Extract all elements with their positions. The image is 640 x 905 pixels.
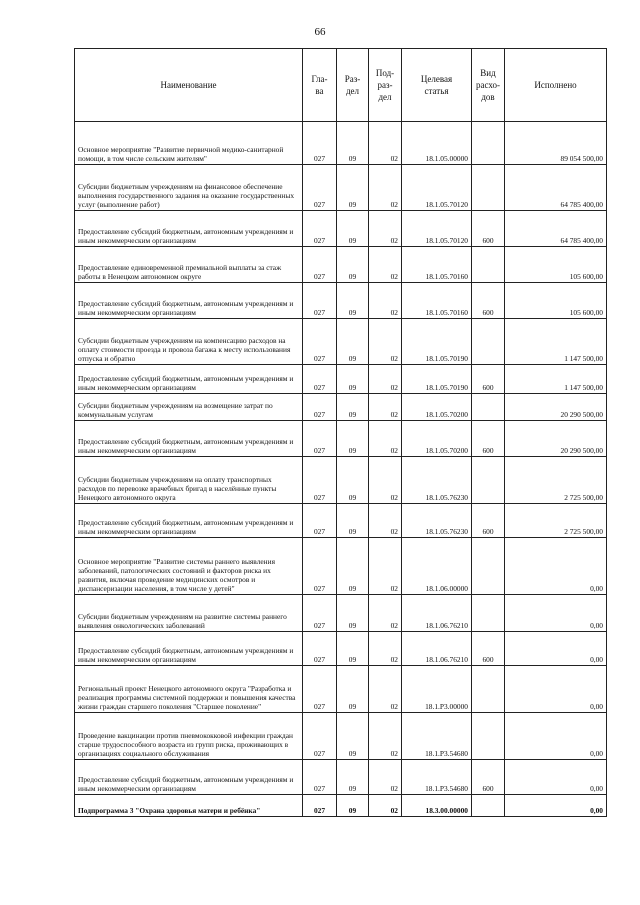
row-executed: 0,00 bbox=[505, 666, 607, 713]
table-row bbox=[75, 760, 607, 795]
row-target: 18.1.05.70120 bbox=[402, 165, 472, 211]
row-name: Предоставление субсидий бюджетным, автономным учреждениям и иным некоммерческим организациям bbox=[75, 211, 303, 247]
row-section: 09 bbox=[337, 421, 369, 457]
table-row bbox=[75, 421, 607, 457]
row-executed: 105 600,00 bbox=[505, 283, 607, 319]
row-name: Предоставление субсидий бюджетным, автономным учреждениям и иным некоммерческим организациям bbox=[75, 421, 303, 457]
row-expense-type: 600 bbox=[472, 283, 505, 319]
row-section: 09 bbox=[337, 394, 369, 421]
row-name: Предоставление субсидий бюджетным, автономным учреждениям и иным некоммерческим организациям bbox=[75, 632, 303, 666]
header-expense-type: Вид расхо- дов bbox=[472, 49, 505, 122]
row-name: Субсидии бюджетным учреждениям на развитие системы раннего выявления онкологических заболеваний bbox=[75, 595, 303, 632]
row-chapter: 027 bbox=[303, 211, 337, 247]
table-row bbox=[75, 666, 607, 713]
table-row bbox=[75, 795, 607, 817]
row-executed: 0,00 bbox=[505, 632, 607, 666]
row-subsection: 02 bbox=[369, 795, 402, 817]
row-executed: 1 147 500,00 bbox=[505, 319, 607, 365]
row-expense-type bbox=[472, 713, 505, 760]
row-subsection: 02 bbox=[369, 504, 402, 538]
table-row bbox=[75, 365, 607, 394]
row-chapter: 027 bbox=[303, 538, 337, 595]
row-expense-type bbox=[472, 247, 505, 283]
header-executed: Исполнено bbox=[505, 49, 607, 122]
header-name: Наименование bbox=[75, 49, 303, 122]
row-name: Субсидии бюджетным учреждениям на компенсацию расходов на оплату стоимости проезда и провоза багажа к месту использования отпуска и обратно bbox=[75, 319, 303, 365]
row-name: Предоставление субсидий бюджетным, автономным учреждениям и иным некоммерческим организациям bbox=[75, 365, 303, 394]
row-executed: 2 725 500,00 bbox=[505, 504, 607, 538]
row-chapter: 027 bbox=[303, 795, 337, 817]
row-name: Субсидии бюджетным учреждениям на финансовое обеспечение выполнения государственного задания на оказание государственных услуг (выполнение работ) bbox=[75, 165, 303, 211]
row-section: 09 bbox=[337, 319, 369, 365]
header-section: Раз- дел bbox=[337, 49, 369, 122]
row-target: 18.1.05.70120 bbox=[402, 211, 472, 247]
row-chapter: 027 bbox=[303, 319, 337, 365]
row-expense-type: 600 bbox=[472, 421, 505, 457]
table-row bbox=[75, 165, 607, 211]
row-subsection: 02 bbox=[369, 538, 402, 595]
row-subsection: 02 bbox=[369, 247, 402, 283]
row-chapter: 027 bbox=[303, 365, 337, 394]
row-name: Субсидии бюджетным учреждениям на оплату транспортных расходов по перевозке врачебных бригад в населённые пункты Ненецкого автономного округа bbox=[75, 457, 303, 504]
row-target: 18.1.P3.54680 bbox=[402, 760, 472, 795]
table-body bbox=[75, 122, 607, 817]
row-subsection: 02 bbox=[369, 457, 402, 504]
row-section: 09 bbox=[337, 122, 369, 165]
row-chapter: 027 bbox=[303, 247, 337, 283]
row-chapter: 027 bbox=[303, 713, 337, 760]
row-executed: 0,00 bbox=[505, 795, 607, 817]
row-expense-type bbox=[472, 538, 505, 595]
row-executed: 0,00 bbox=[505, 538, 607, 595]
row-target: 18.1.05.70160 bbox=[402, 283, 472, 319]
row-subsection: 02 bbox=[369, 365, 402, 394]
row-subsection: 02 bbox=[369, 421, 402, 457]
row-section: 09 bbox=[337, 283, 369, 319]
table-row bbox=[75, 632, 607, 666]
row-name: Субсидии бюджетным учреждениям на возмещение затрат по коммунальным услугам bbox=[75, 394, 303, 421]
row-target: 18.1.05.76230 bbox=[402, 457, 472, 504]
row-target: 18.3.00.00000 bbox=[402, 795, 472, 817]
row-target: 18.1.05.70190 bbox=[402, 365, 472, 394]
row-executed: 2 725 500,00 bbox=[505, 457, 607, 504]
row-chapter: 027 bbox=[303, 394, 337, 421]
table-row bbox=[75, 319, 607, 365]
table-header-row bbox=[75, 49, 607, 122]
row-executed: 89 054 500,00 bbox=[505, 122, 607, 165]
row-target: 18.1.06.00000 bbox=[402, 538, 472, 595]
row-name: Проведение вакцинации против пневмококковой инфекции граждан старше трудоспособного возраста из групп риска, проживающих в организациях социального обслуживания bbox=[75, 713, 303, 760]
row-name: Основное мероприятие "Развитие системы раннего выявления заболеваний, патологических состояний и факторов риска их развития, включая проведение медицинских осмотров и диспансеризации населения, в том числе у детей" bbox=[75, 538, 303, 595]
row-chapter: 027 bbox=[303, 122, 337, 165]
table-row bbox=[75, 283, 607, 319]
row-section: 09 bbox=[337, 504, 369, 538]
row-expense-type bbox=[472, 165, 505, 211]
row-subsection: 02 bbox=[369, 713, 402, 760]
table-row bbox=[75, 211, 607, 247]
row-subsection: 02 bbox=[369, 394, 402, 421]
header-chapter: Гла- ва bbox=[303, 49, 337, 122]
row-chapter: 027 bbox=[303, 457, 337, 504]
row-section: 09 bbox=[337, 760, 369, 795]
table-row bbox=[75, 457, 607, 504]
row-executed: 64 785 400,00 bbox=[505, 211, 607, 247]
row-expense-type bbox=[472, 457, 505, 504]
row-subsection: 02 bbox=[369, 595, 402, 632]
row-subsection: 02 bbox=[369, 632, 402, 666]
row-chapter: 027 bbox=[303, 165, 337, 211]
row-target: 18.1.05.00000 bbox=[402, 122, 472, 165]
row-expense-type bbox=[472, 319, 505, 365]
row-name: Региональный проект Ненецкого автономного округа "Разработка и реализация программы системной поддержки и повышения качества жизни граждан старшего поколения "Старшее поколение" bbox=[75, 666, 303, 713]
row-expense-type: 600 bbox=[472, 365, 505, 394]
row-executed: 0,00 bbox=[505, 713, 607, 760]
row-section: 09 bbox=[337, 365, 369, 394]
budget-table bbox=[74, 48, 607, 817]
row-section: 09 bbox=[337, 247, 369, 283]
table-row bbox=[75, 538, 607, 595]
row-chapter: 027 bbox=[303, 421, 337, 457]
row-target: 18.1.05.76230 bbox=[402, 504, 472, 538]
row-executed: 20 290 500,00 bbox=[505, 421, 607, 457]
row-target: 18.1.P3.00000 bbox=[402, 666, 472, 713]
row-subsection: 02 bbox=[369, 666, 402, 713]
row-executed: 64 785 400,00 bbox=[505, 165, 607, 211]
page-number: 66 bbox=[314, 26, 326, 38]
row-expense-type: 600 bbox=[472, 211, 505, 247]
row-section: 09 bbox=[337, 165, 369, 211]
header-target: Целевая статья bbox=[402, 49, 472, 122]
header-subsection: Под- раз- дел bbox=[369, 49, 402, 122]
row-executed: 1 147 500,00 bbox=[505, 365, 607, 394]
row-section: 09 bbox=[337, 632, 369, 666]
row-section: 09 bbox=[337, 795, 369, 817]
row-executed: 20 290 500,00 bbox=[505, 394, 607, 421]
row-subsection: 02 bbox=[369, 165, 402, 211]
row-subsection: 02 bbox=[369, 283, 402, 319]
row-target: 18.1.05.70200 bbox=[402, 394, 472, 421]
row-chapter: 027 bbox=[303, 283, 337, 319]
table-row bbox=[75, 595, 607, 632]
table-row bbox=[75, 713, 607, 760]
row-chapter: 027 bbox=[303, 595, 337, 632]
row-name: Основное мероприятие "Развитие первичной медико-санитарной помощи, в том числе сельским жителям" bbox=[75, 122, 303, 165]
row-target: 18.1.05.70190 bbox=[402, 319, 472, 365]
row-section: 09 bbox=[337, 595, 369, 632]
row-expense-type bbox=[472, 666, 505, 713]
row-chapter: 027 bbox=[303, 666, 337, 713]
row-subsection: 02 bbox=[369, 760, 402, 795]
row-section: 09 bbox=[337, 713, 369, 760]
row-executed: 0,00 bbox=[505, 595, 607, 632]
row-chapter: 027 bbox=[303, 760, 337, 795]
row-subsection: 02 bbox=[369, 122, 402, 165]
table-row bbox=[75, 122, 607, 165]
row-executed: 105 600,00 bbox=[505, 247, 607, 283]
row-section: 09 bbox=[337, 666, 369, 713]
row-subsection: 02 bbox=[369, 211, 402, 247]
row-target: 18.1.06.76210 bbox=[402, 595, 472, 632]
row-target: 18.1.P3.54680 bbox=[402, 713, 472, 760]
row-expense-type bbox=[472, 595, 505, 632]
row-subsection: 02 bbox=[369, 319, 402, 365]
row-chapter: 027 bbox=[303, 632, 337, 666]
row-section: 09 bbox=[337, 457, 369, 504]
table-row bbox=[75, 504, 607, 538]
row-name: Предоставление субсидий бюджетным, автономным учреждениям и иным некоммерческим организациям bbox=[75, 504, 303, 538]
row-chapter: 027 bbox=[303, 504, 337, 538]
table-row bbox=[75, 394, 607, 421]
row-target: 18.1.05.70200 bbox=[402, 421, 472, 457]
row-section: 09 bbox=[337, 538, 369, 595]
table-row bbox=[75, 247, 607, 283]
row-expense-type bbox=[472, 394, 505, 421]
row-name: Подпрограмма 3 "Охрана здоровья матери и ребёнка" bbox=[75, 795, 303, 817]
row-name: Предоставление субсидий бюджетным, автономным учреждениям и иным некоммерческим организациям bbox=[75, 760, 303, 795]
row-target: 18.1.06.76210 bbox=[402, 632, 472, 666]
row-executed: 0,00 bbox=[505, 760, 607, 795]
row-section: 09 bbox=[337, 211, 369, 247]
row-expense-type: 600 bbox=[472, 632, 505, 666]
row-expense-type bbox=[472, 795, 505, 817]
row-target: 18.1.05.70160 bbox=[402, 247, 472, 283]
row-name: Предоставление единовременной премиальной выплаты за стаж работы в Ненецком автономном округе bbox=[75, 247, 303, 283]
row-expense-type bbox=[472, 122, 505, 165]
row-expense-type: 600 bbox=[472, 760, 505, 795]
row-expense-type: 600 bbox=[472, 504, 505, 538]
row-name: Предоставление субсидий бюджетным, автономным учреждениям и иным некоммерческим организациям bbox=[75, 283, 303, 319]
